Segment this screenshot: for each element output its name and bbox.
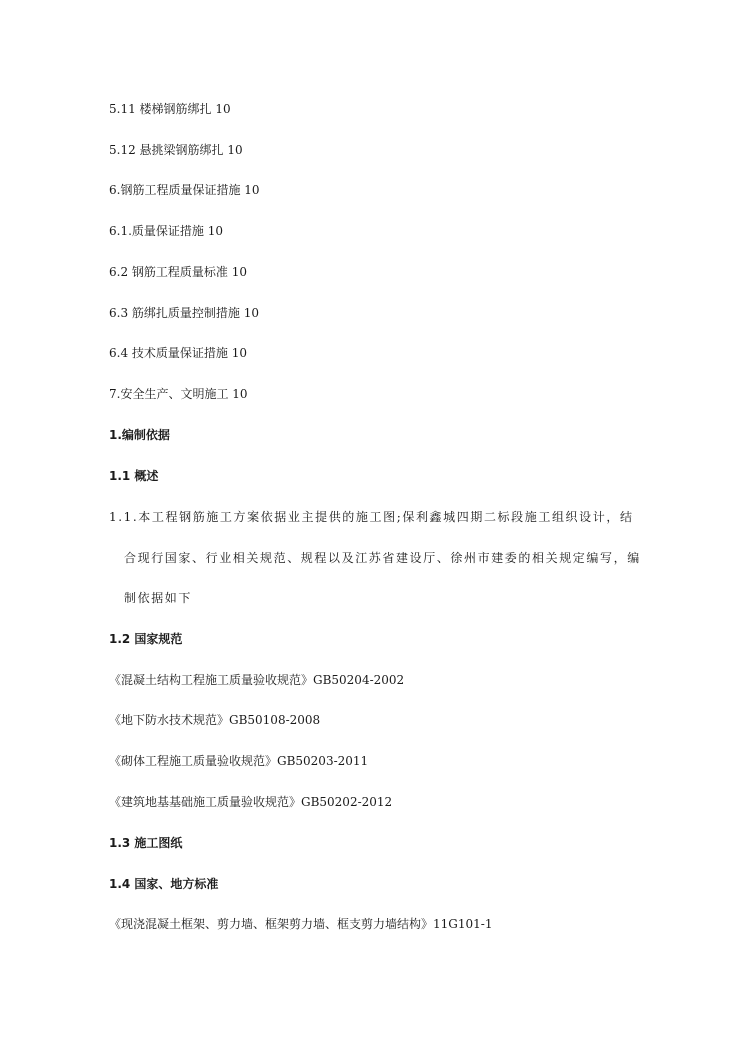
- toc-item: 6.2 钢筋工程质量标准 10: [109, 265, 247, 279]
- toc-item: 5.12 悬挑梁钢筋绑扎 10: [109, 143, 243, 157]
- paragraph-line: 1.1.本工程钢筋施工方案依据业主提供的施工图;保利鑫城四期二标段施工组织设计，结: [109, 510, 634, 524]
- toc-item: 6.3 筋绑扎质量控制措施 10: [109, 306, 259, 320]
- standard-item: 《建筑地基基础施工质量验收规范》GB50202-2012: [109, 795, 393, 809]
- standard-item: 《现浇混凝土框架、剪力墙、框架剪力墙、框支剪力墙结构》11G101-1: [109, 917, 493, 931]
- toc-item: 5.11 楼梯钢筋绑扎 10: [109, 102, 231, 116]
- subsection-heading: 1.4 国家、地方标准: [109, 877, 219, 891]
- standard-item: 《地下防水技术规范》GB50108-2008: [109, 713, 321, 727]
- toc-item: 7.安全生产、文明施工 10: [109, 387, 248, 401]
- subsection-heading: 1.2 国家规范: [109, 632, 183, 646]
- paragraph-line: 制依据如下: [124, 591, 193, 605]
- paragraph-line: 合现行国家、行业相关规范、规程以及江苏省建设厅、徐州市建委的相关规定编写，编: [124, 551, 641, 565]
- subsection-heading: 1.3 施工图纸: [109, 836, 183, 850]
- toc-item: 6.钢筋工程质量保证措施 10: [109, 183, 260, 197]
- toc-item: 6.4 技术质量保证措施 10: [109, 346, 247, 360]
- subsection-heading: 1.1 概述: [109, 469, 159, 483]
- toc-item: 6.1.质量保证措施 10: [109, 224, 223, 238]
- standard-item: 《砌体工程施工质量验收规范》GB50203-2011: [109, 754, 369, 768]
- standard-item: 《混凝土结构工程施工质量验收规范》GB50204-2002: [109, 673, 405, 687]
- section-heading: 1.编制依据: [109, 428, 170, 442]
